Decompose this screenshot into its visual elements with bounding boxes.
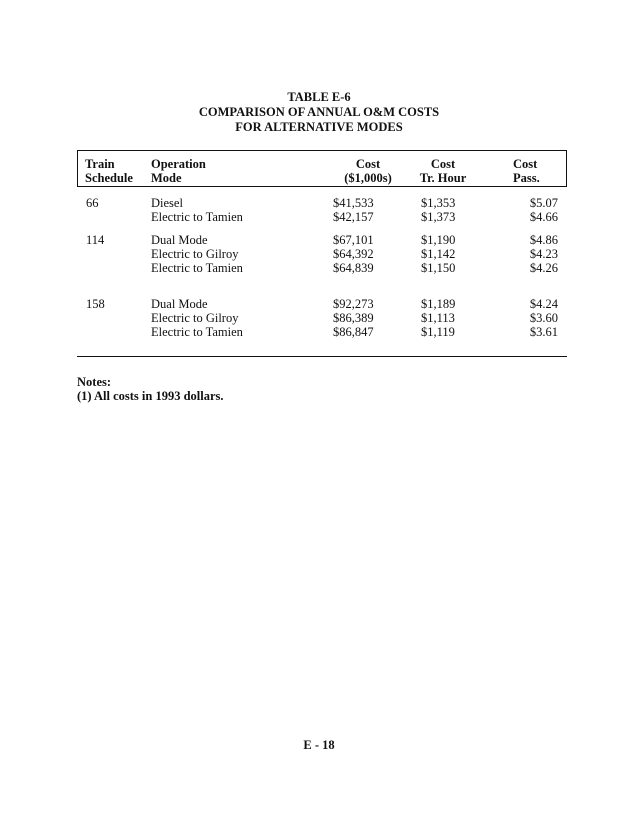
table-row	[0, 196, 638, 210]
table-title-line-3: FOR ALTERNATIVE MODES	[235, 120, 403, 134]
table-row	[0, 261, 638, 275]
page-number: E - 18	[303, 738, 335, 752]
cell-hour: $1,113	[421, 311, 455, 325]
cell-schedule: 158	[86, 297, 105, 311]
cell-mode: Electric to Tamien	[151, 210, 243, 224]
cell-cost: $86,847	[333, 325, 374, 339]
cell-hour: $1,150	[421, 261, 456, 275]
cell-pass: $4.23	[529, 247, 558, 261]
notes-heading: Notes:	[77, 375, 112, 389]
cell-mode: Electric to Tamien	[151, 261, 243, 275]
cell-mode: Diesel	[151, 196, 183, 210]
table-title-line-2: COMPARISON OF ANNUAL O&M COSTS	[198, 105, 440, 119]
cell-pass: $3.60	[529, 311, 558, 325]
cell-hour: $1,373	[421, 210, 456, 224]
cell-pass: $5.07	[529, 196, 558, 210]
cell-hour: $1,190	[421, 233, 456, 247]
header-cost-train-hour: Cost Tr. Hour	[419, 157, 467, 185]
table-row	[0, 247, 638, 261]
header-operation-mode: Operation Mode	[151, 157, 206, 185]
cell-mode: Electric to Gilroy	[151, 311, 239, 325]
table-row	[0, 311, 638, 325]
cell-cost: $42,157	[333, 210, 374, 224]
cell-cost: $41,533	[333, 196, 374, 210]
table-title	[0, 90, 638, 135]
cell-cost: $67,101	[333, 233, 374, 247]
table-row	[0, 297, 638, 311]
header-train-schedule: Train Schedule	[85, 157, 133, 185]
table-row	[0, 210, 638, 224]
cell-hour: $1,142	[421, 247, 456, 261]
cell-mode: Electric to Tamien	[151, 325, 243, 339]
cell-mode: Dual Mode	[151, 233, 208, 247]
cell-pass: $4.26	[529, 261, 558, 275]
table-row	[0, 233, 638, 247]
table-bottom-rule	[77, 356, 567, 357]
cell-hour: $1,353	[421, 196, 456, 210]
header-cost-thousands: Cost ($1,000s)	[344, 157, 392, 185]
header-cost-passenger: Cost Pass.	[513, 157, 540, 185]
cell-pass: $4.24	[529, 297, 558, 311]
cell-pass: $3.61	[529, 325, 558, 339]
note-item: (1) All costs in 1993 dollars.	[77, 389, 224, 403]
cell-pass: $4.66	[529, 210, 558, 224]
cell-mode: Dual Mode	[151, 297, 208, 311]
cell-schedule: 66	[86, 196, 99, 210]
table-header	[77, 150, 567, 187]
cell-hour: $1,189	[421, 297, 456, 311]
cell-hour: $1,119	[421, 325, 455, 339]
notes-section	[77, 375, 224, 403]
cell-cost: $92,273	[333, 297, 374, 311]
cell-cost: $64,392	[333, 247, 374, 261]
cell-cost: $64,839	[333, 261, 374, 275]
table-row	[0, 325, 638, 339]
cell-schedule: 114	[86, 233, 105, 247]
cell-pass: $4.86	[529, 233, 558, 247]
cell-cost: $86,389	[333, 311, 374, 325]
cell-mode: Electric to Gilroy	[151, 247, 239, 261]
table-number: TABLE E-6	[287, 90, 351, 104]
